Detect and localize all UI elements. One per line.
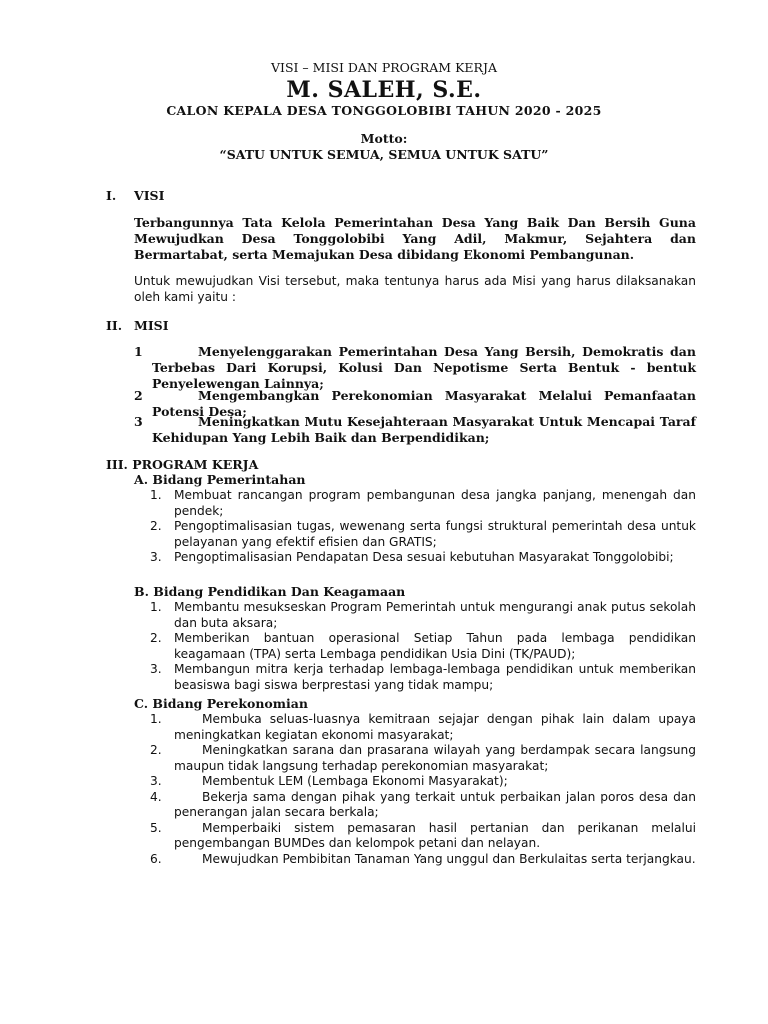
- misi-item-number: 3: [134, 414, 143, 429]
- misi-item: [134, 414, 696, 446]
- doc-title-line: VISI – MISI DAN PROGRAM KERJA: [270, 60, 497, 75]
- list-item: [150, 662, 696, 693]
- list-item-text: Membentuk LEM (Lembaga Ekonomi Masyarakat);: [202, 774, 508, 788]
- list-item: [150, 790, 696, 821]
- list-item: [150, 774, 696, 790]
- list-item-text: Memberikan bantuan operasional Setiap Tahun pada lembaga pendidikan keagamaan (TPA) serta Lembaga pendidikan Usia Dini (TK/PAUD);: [174, 631, 696, 661]
- list-item-number: 1.: [150, 600, 162, 614]
- list-item-number: 2.: [150, 519, 162, 533]
- motto-text: “SATU UNTUK SEMUA, SEMUA UNTUK SATU”: [219, 147, 549, 162]
- motto-label: Motto:: [360, 131, 408, 146]
- list-item-text: Memperbaiki sistem pemasaran hasil pertanian dan perikanan melalui pengembangan BUMDes dan kelompok petani dan nelayan.: [174, 820, 696, 850]
- misi-item-number: 1: [134, 344, 143, 359]
- section-title-visi: VISI: [134, 188, 165, 203]
- list-item-number: 6.: [150, 851, 162, 866]
- list-item-text: Pengoptimalisasian Pendapatan Desa sesuai kebutuhan Masyarakat Tonggolobibi;: [174, 550, 674, 564]
- list-item: [150, 550, 696, 566]
- candidate-name: M. SALEH, S.E.: [286, 77, 482, 103]
- misi-item-text: Meningkatkan Mutu Kesejahteraan Masyarakat Untuk Mencapai Taraf Kehidupan Yang Lebih Baik dan Berpendidikan;: [152, 414, 696, 445]
- list-item-number: 2.: [150, 743, 162, 757]
- list-item-number: 4.: [150, 789, 162, 804]
- subsection-heading-pemerintahan: A. Bidang Pemerintahan: [134, 472, 306, 487]
- list-item: [150, 743, 696, 774]
- list-item-text: Meningkatkan sarana dan prasarana wilayah yang berdampak secara langsung maupun tidak langsung terhadap perekonomian masyarakat;: [174, 743, 696, 773]
- subsection-heading-pendidikan: B. Bidang Pendidikan Dan Keagamaan: [134, 584, 406, 599]
- list-item: [150, 712, 696, 743]
- list-item-text: Membuka seluas-luasnya kemitraan sejajar dengan pihak lain dalam upaya meningkatkan kegiatan ekonomi masyarakat;: [174, 712, 696, 742]
- misi-item-text: Menyelenggarakan Pemerintahan Desa Yang Bersih, Demokratis dan Terbebas Dari Korupsi, Kolusi Dan Nepotisme Serta Bentuk - bentuk Penyelewengan Lainnya;: [152, 344, 696, 391]
- list-item-number: 1.: [150, 712, 162, 726]
- program-list-pemerintahan: [150, 488, 696, 566]
- section-number-misi: II.: [106, 318, 123, 333]
- misi-item: [134, 344, 696, 392]
- list-item-text: Bekerja sama dengan pihak yang terkait untuk perbaikan jalan poros desa dan penerangan jalan secara berkala;: [174, 789, 696, 819]
- candidate-position: CALON KEPALA DESA TONGGOLOBIBI TAHUN 2020 - 2025: [166, 103, 602, 118]
- subsection-heading-perekonomian: C. Bidang Perekonomian: [134, 696, 308, 711]
- list-item: [150, 821, 696, 852]
- section-title-program: III. PROGRAM KERJA: [106, 457, 259, 472]
- list-item-text: Membangun mitra kerja terhadap lembaga-lembaga pendidikan untuk memberikan beasiswa bagi siswa berprestasi yang tidak mampu;: [174, 662, 696, 692]
- list-item: [150, 600, 696, 631]
- list-item-number: 1.: [150, 488, 162, 502]
- misi-item-text: Mengembangkan Perekonomian Masyarakat Melalui Pemanfaatan Potensi Desa;: [152, 388, 696, 419]
- list-item: [150, 488, 696, 519]
- list-item-number: 3.: [150, 662, 162, 676]
- visi-intro: Untuk mewujudkan Visi tersebut, maka tentunya harus ada Misi yang harus dilaksanakan oleh kami yaitu :: [134, 274, 696, 304]
- list-item: [150, 852, 696, 868]
- list-item: [150, 519, 696, 550]
- list-item-text: Mewujudkan Pembibitan Tanaman Yang unggul dan Berkulaitas serta terjangkau.: [202, 851, 696, 866]
- list-item-number: 3.: [150, 550, 162, 564]
- list-item: [150, 631, 696, 662]
- list-item-text: Pengoptimalisasian tugas, wewenang serta fungsi struktural pemerintah desa untuk pelayanan yang efektif efisien dan GRATIS;: [174, 519, 696, 549]
- list-item-text: Membantu mesukseskan Program Pemerintah untuk mengurangi anak putus sekolah dan buta aksara;: [174, 600, 696, 630]
- list-item-number: 3.: [150, 774, 162, 788]
- list-item-number: 5.: [150, 820, 162, 835]
- program-list-perekonomian: [150, 712, 696, 867]
- section-title-misi: MISI: [134, 318, 169, 333]
- list-item-text: Membuat rancangan program pembangunan desa jangka panjang, menengah dan pendek;: [174, 488, 696, 518]
- section-number-visi: I.: [106, 188, 117, 203]
- list-item-number: 2.: [150, 631, 162, 645]
- program-list-pendidikan: [150, 600, 696, 693]
- misi-item-number: 2: [134, 388, 143, 403]
- visi-statement: Terbangunnya Tata Kelola Pemerintahan Desa Yang Baik Dan Bersih Guna Mewujudkan Desa Tonggolobibi Yang Adil, Makmur, Sejahtera dan Bermartabat, serta Memajukan Desa dibidang Ekonomi Pembangunan.: [134, 215, 696, 262]
